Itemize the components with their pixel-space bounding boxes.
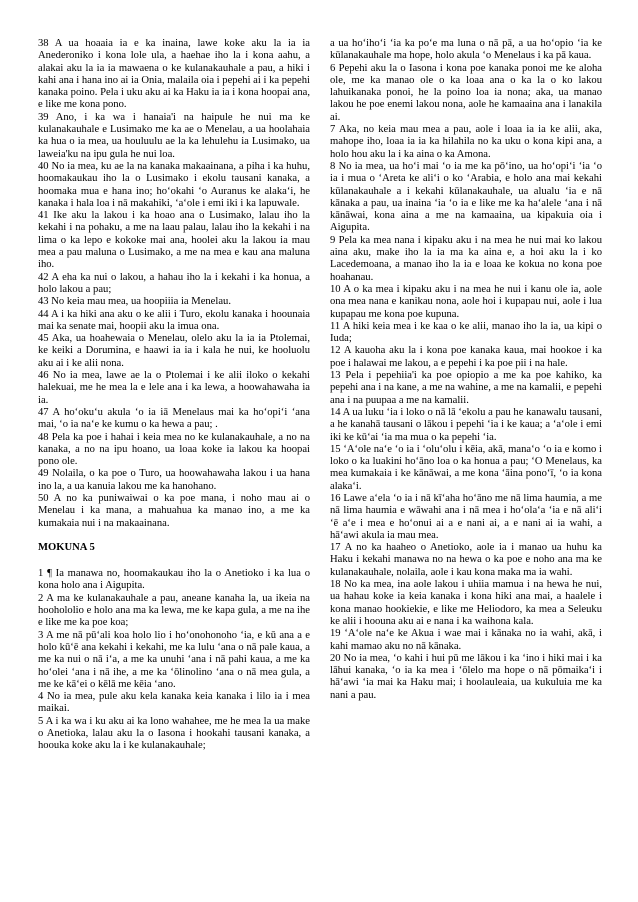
verse-paragraph: 40 No ia mea, ku ae la na kanaka makaainana, a piha i ka huhu, hoomakaukau iho la o Lusimako i ekolu tausani kanaka, a hoomaka mua e hana ino; hoʻokahi ʻo Auranus ke alakaʻi, he kanaka i hala loa i nā makahiki, ʻaʻole i emi iki i ka lapuwale. <box>38 160 310 209</box>
verse-paragraph: 10 A o ka mea i kipaku aku i na mea he nui i kanu ole ia, aole ona mea nana e kanikau nona, aole hoi i kupapau nui, aole i lua kupapau me kona poe kupuna. <box>330 283 602 320</box>
verse-paragraph: 18 No ka mea, ina aole lakou i uhiia mamua i na hewa he nui, ua hahau koke ia keia kanaka i kona hiki ana mai, a haalele i kona manao hookiekie, e like me Heliodoro, ka mea a Seleuku ke alii i hoouna aku ai e nana i ka waihona kala. <box>330 579 602 627</box>
verse-paragraph: 13 Pela i pepehiia'i ka poe opiopio a me ka poe kahiko, ka pepehi ana i na kane, a me na wahine, a me na kamalii, e pepehi ana i na puupaa a me na kamalii. <box>330 370 602 406</box>
verse-paragraph: 49 Nolaila, o ka poe o Turo, ua hoowahawaha lakou i ua hana ino la, a ua kanuia lakou me ka hanohano. <box>38 468 310 492</box>
right-column <box>330 38 602 878</box>
verse-paragraph: 46 No ia mea, lawe ae la o Ptolemai i ke alii iloko o kekahi halekuai, me he mea la e lele ana i ka lewa, a hoowahawaha ia ia. <box>38 370 310 406</box>
verse-paragraph: 16 Lawe aʻela ʻo ia i nā kīʻaha hoʻāno me nā lima haumia, a me nā lima haumia e wāwahi ana i nā mea i hoʻolaʻa ʻia e nā aliʻi ʻē aʻe i mea e hoʻonui ai a e nani ai, a e nani ai ia wahi, a hāʻawi akula ia mau mea. <box>330 492 602 541</box>
verse-paragraph: 14 A ua luku ʻia i loko o nā lā ʻekolu a pau he kanawalu tausani, a he kanahā tausani o lākou i pepehi ʻia i ke kaua; a ʻaʻole i emi iki ke kūʻai ʻia ma mua o ka pepehi ʻia. <box>330 406 602 443</box>
verse-paragraph: 7 Aka, no keia mau mea a pau, aole i loaa ia ia ke alii, aka, mahope iho, loaa ia ia ka hilahila no ka uku o kona kipi ana, a holo hou aku la i ka aina o ka Amona. <box>330 124 602 160</box>
verse-paragraph: 3 A me nā pūʻali koa holo lio i hoʻonohonoho ʻia, e kū ana a e holo kūʻē ana kekahi i kekahi, me ka lulu ʻana o nā pale kaua, a me ka nui o nā iʻa, a me ka unuhi ʻana i nā pahi kaua, a me ka hoʻolei ʻana i nā ihe, a me ka ʻōlinolino ʻana o nā mea gula, a me ke kāʻei o kēlā me kēia ʻano. <box>38 629 310 690</box>
left-column <box>38 38 310 878</box>
verse-paragraph: 6 Pepehi aku la o Iasona i kona poe kanaka ponoi me ke aloha ole, me ka manao ole o ka loaa ana o ka la o ko lakou lahuikanaka ponoi, he la poino loa ia nona; aka, ua manao lakou he poe enemi lakou nona, aole he kamaaina ana i lanakila ai. <box>330 62 602 123</box>
verse-paragraph: 8 No ia mea, ua hoʻi mai ʻo ia me ka pōʻino, ua hoʻopiʻi ʻia ʻo ia i mua o ʻAreta ke aliʻi o ko ʻArabia, e holo ana mai kekahi kūlanakauhale a i kekahi kūlanakauhale, ua alualu ʻia e nā kānaka a pau, ua inaina ʻia ʻo ia e like me ka haʻalele ʻana i nā kānāwai, kona aina a me na kamaaina, ua kipakuia oia i Aigupita. <box>330 160 602 234</box>
verse-paragraph: 4 No ia mea, pule aku kela kanaka keia kanaka i lilo ia i mea maikai. <box>38 691 310 715</box>
verse-paragraph: a ua hoʻihoʻi ʻia ka poʻe ma luna o nā pā, a ua hoʻopio ʻia ke kūlanakauhale ma hope, holo akula ʻo Menelaus i ka pā kaua. <box>330 38 602 62</box>
verse-paragraph: 43 No keia mau mea, ua hoopiiia ia Menelau. <box>38 296 231 308</box>
chapter-heading: MOKUNA 5 <box>38 541 95 553</box>
verse-paragraph: 2 A ma ke kulanakauhale a pau, aneane kanaha la, ua ikeia na hoohololio e holo ana ma ka lewa, me ke kapa gula, a me na ihe e like me ka poe koa; <box>38 592 310 629</box>
verse-paragraph: 15 ʻAʻole naʻe ʻo ia i ʻoluʻolu i kēia, akā, manaʻo ʻo ia e komo i loko o ka luakini hoʻāno loa o ka honua a pau; ʻO Menelaus, ka mea kumakaia i ke kānāwai, a me kona ʻāina ponoʻī, ʻo ia kona alakaʻi. <box>330 443 602 492</box>
verse-paragraph: 11 A hiki keia mea i ke kaa o ke alii, manao iho la ia, ua kipi o Iuda; <box>330 320 602 345</box>
verse-paragraph: 5 A i ka wa i ku aku ai ka lono wahahee, me he mea la ua make o Anetioka, lalau aku la o Iasona i hookahi tausani kanaka, a hoouka koke aku la i ke kulanakauhale; <box>38 715 310 752</box>
verse-paragraph: 12 A kauoha aku la i kona poe kanaka kaua, mai hookoe i ka poe i halawai me lakou, a e pepehi i ka poe pii i na hale. <box>330 345 602 369</box>
verse-paragraph: 44 A i ka hiki ana aku o ke alii i Turo, ekolu kanaka i hoounaia mai ka senate mai, hoopii aku la imua ona. <box>38 308 310 332</box>
verse-paragraph: 45 Aka, ua hoahewaia o Menelau, olelo aku la ia ia Ptolemai, ke keiki a Dorumina, e haawi ia ia i kala he nui, ke hooluolu aku ai i ke alii nona. <box>38 333 310 369</box>
verse-paragraph: 1 ¶ Ia manawa no, hoomakaukau iho la o Anetioko i ka lua o kona holo ana i Aigupita. <box>38 568 310 592</box>
document-page <box>38 38 602 878</box>
verse-paragraph: 42 A eha ka nui o lakou, a hahau iho la i kekahi i ka honua, a holo lakou a pau; <box>38 271 310 295</box>
verse-paragraph: 50 A no ka puniwaiwai o ka poe mana, i noho mau ai o Menelau i ka mana, a mahuahua ka manao ino, a me ka kumakaia nui i na makaainana. <box>38 492 310 529</box>
verse-paragraph: 48 Pela ka poe i hahai i keia mea no ke kulanakauhale, a no na kanaka, a no na ipu hoano, ua loaa koke ia lakou ka hoopai pono ole. <box>38 431 310 468</box>
verse-paragraph: 38 A ua hoaaia ia e ka inaina, lawe koke aku la ia ia Anederoniko i kona lole ula, a haehae iho la i kona aahu, a alakai aku la ia ia mawaena o ke kulanakauhale a pau, a hiki i kahi ana i hana ino ai ia Onia, malaila oia i pepehi ai i ka pepehi kanaka poino. Pela i uku aku ai ka Haku ia ia i kona hoopai ana, e like me kona pono. <box>38 38 310 111</box>
verse-paragraph: 41 Ike aku la lakou i ka hoao ana o Lusimako, lalau iho la kekahi i na pohaku, a me na laau palau, lalau iho la kekahi i na lima o ka lepo e kokoke mai ana, hoolei aku la lakou ia mau mea a pau maluna o Lusimako, a me na mea e kau ana maluna iho. <box>38 210 310 271</box>
verse-paragraph: 20 No ia mea, ʻo kahi i hui pū me lākou i ka ʻino i hiki mai i ka lāhui kanaka, ʻo ia ka mea i ʻōlelo ma hope o nā pōmaikaʻi i hāʻawi ʻia mai ka Haku mai; i hoolauleaia, ua kukuluia me ka nani a pau. <box>330 652 602 701</box>
verse-paragraph: 9 Pela ka mea nana i kipaku aku i na mea he nui mai ko lakou aina aku, make iho la ia ma ka aina e, a hoi aku la i ko Lacedemoana, a manao iho la ia e loaa ke kokua no kona poe hoahanau. <box>330 234 602 283</box>
verse-paragraph: 39 Ano, i ka wa i hanaia'i na haipule he nui ma ke kulanakauhale e Lusimako me ka ae o Menelau, a ua hoolahaia ka hua o ia mea, ua houluulu ae la ka lehulehu ia Lusimako, ua laweia'ku na ipu gula he nui loa. <box>38 111 310 160</box>
verse-paragraph: 47 A hoʻokuʻu akula ʻo ia iā Menelaus mai ka hoʻopiʻi ʻana mai, ʻo ia naʻe ke kumu o ka hewa a pau; . <box>38 406 310 431</box>
verse-paragraph: 17 A no ka haaheo o Anetioko, aole ia i manao ua huhu ka Haku i kekahi manawa no na hewa o ka poe e noho ana ma ke kulanakauhale, nolaila, aole i kau kona maka ma ia wahi. <box>330 542 602 578</box>
verse-paragraph: 19 ʻAʻole naʻe ke Akua i wae mai i kānaka no ia wahi, akā, i kahi mamao aku no nā kānaka. <box>330 628 602 652</box>
